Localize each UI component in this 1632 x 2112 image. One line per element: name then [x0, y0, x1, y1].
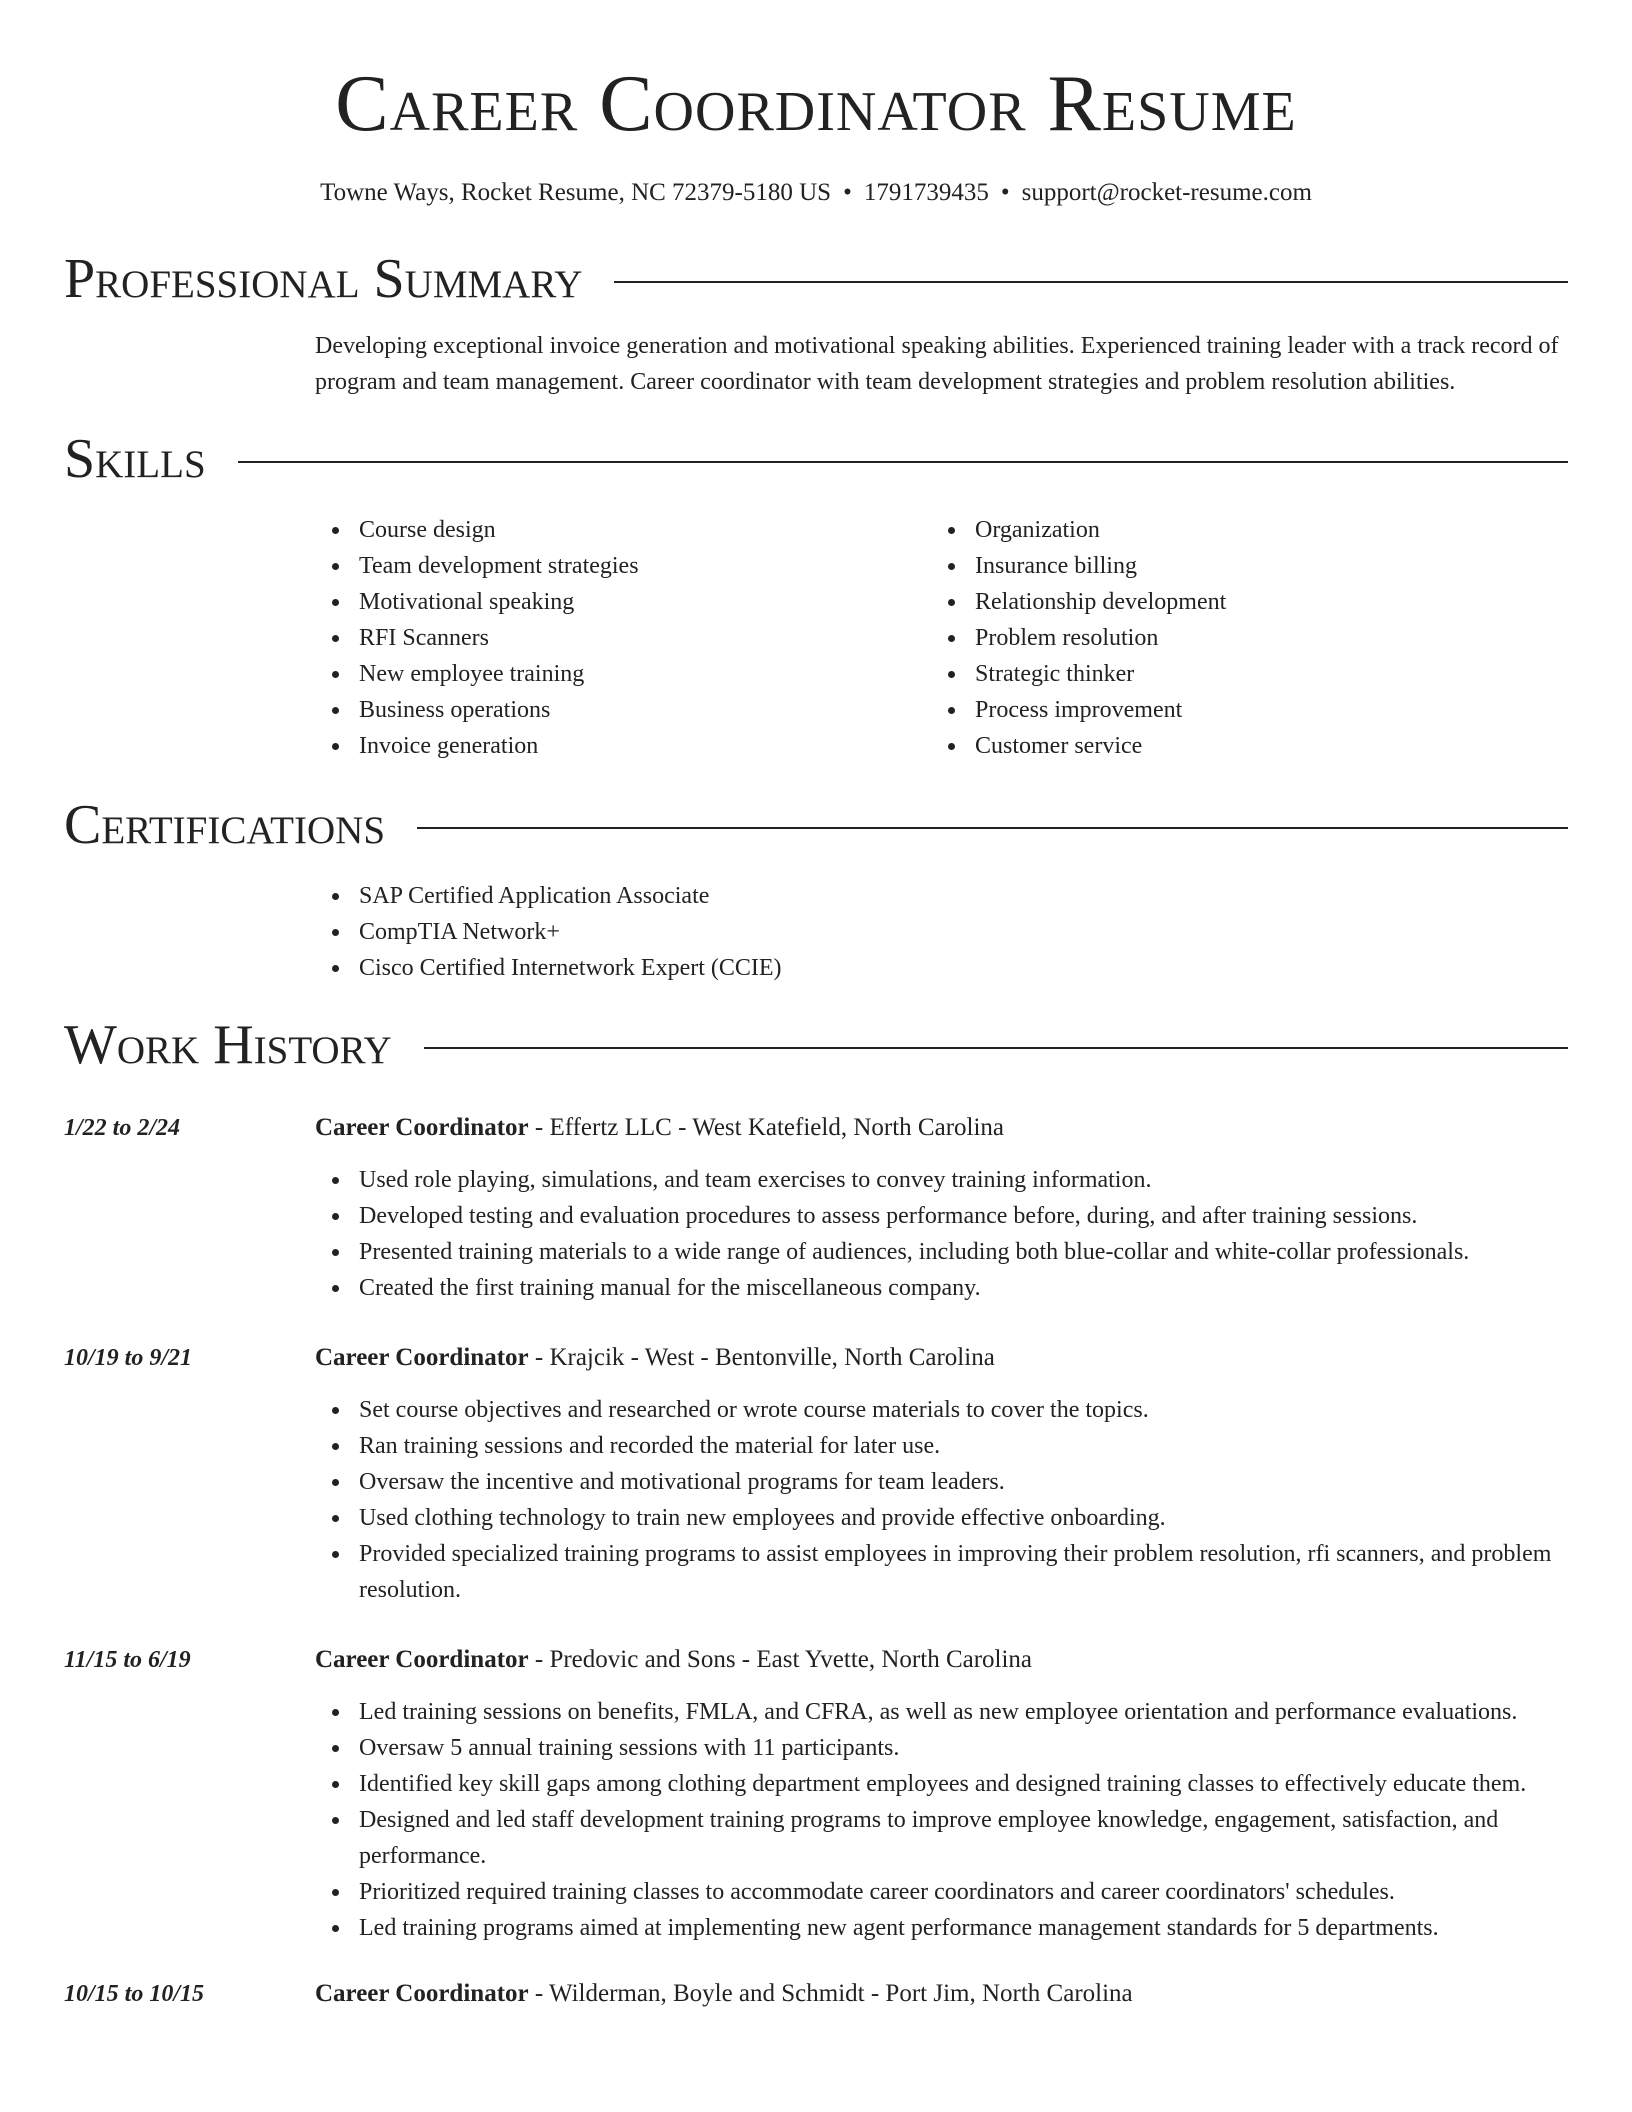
section-divider: [238, 461, 1568, 463]
contact-address: Towne Ways, Rocket Resume, NC 72379-5180 US: [320, 179, 832, 206]
skills-right-list: [931, 512, 1547, 764]
job-entry: [64, 1642, 1568, 1946]
job-bullet: Created the first training manual for the miscellaneous company.: [315, 1270, 1568, 1306]
job-bullet: Set course objectives and researched or wrote course materials to cover the topics.: [315, 1392, 1568, 1428]
job-entry: [64, 1340, 1568, 1608]
skill-item: Invoice generation: [315, 728, 931, 764]
job-bullet-list: [315, 1392, 1568, 1608]
skills-left-list: [315, 512, 931, 764]
skill-item: Customer service: [931, 728, 1547, 764]
contact-email: support@rocket-resume.com: [1021, 179, 1312, 206]
job-bullet: Led training sessions on benefits, FMLA, and CFRA, as well as new employee orientation and performance evaluations.: [315, 1694, 1568, 1730]
work-history-list: [64, 1110, 1568, 2012]
job-heading: [315, 1976, 1568, 2012]
skill-item: Problem resolution: [931, 620, 1547, 656]
section-header-skills: [64, 424, 1568, 494]
job-dates: 1/22 to 2/24: [64, 1115, 181, 1141]
job-bullet: Led training programs aimed at implementing new agent performance management standards for 5 departments.: [315, 1910, 1568, 1946]
job-employer-location: - Predovic and Sons - East Yvette, North Carolina: [528, 1646, 1033, 1673]
section-title-skills: Skills: [64, 428, 206, 490]
section-title-certifications: Certifications: [64, 794, 386, 856]
summary-block: [315, 328, 1568, 400]
job-title: Career Coordinator: [315, 1114, 529, 1141]
section-divider: [614, 281, 1568, 283]
job-body: [315, 1976, 1568, 2012]
job-heading: [315, 1340, 1568, 1376]
job-bullet: Used clothing technology to train new employees and provide effective onboarding.: [315, 1500, 1568, 1536]
job-bullet: Presented training materials to a wide range of audiences, including both blue-collar and white-collar professionals.: [315, 1234, 1568, 1270]
skill-item: Organization: [931, 512, 1547, 548]
skill-item: Course design: [315, 512, 931, 548]
job-dates: 10/19 to 9/21: [64, 1345, 193, 1371]
resume-title: Career Coordinator Resume: [335, 60, 1297, 148]
job-bullet: Identified key skill gaps among clothing department employees and designed training classes to effectively educate them.: [315, 1766, 1568, 1802]
job-bullet: Oversaw 5 annual training sessions with 11 participants.: [315, 1730, 1568, 1766]
skills-column-right: [931, 512, 1547, 764]
job-bullet: Ran training sessions and recorded the material for later use.: [315, 1428, 1568, 1464]
job-entry: [64, 1976, 1568, 2012]
section-title-summary: Professional Summary: [64, 248, 583, 310]
skill-item: Relationship development: [931, 584, 1547, 620]
job-body: [315, 1340, 1568, 1608]
job-bullet: Prioritized required training classes to accommodate career coordinators and career coordinators' schedules.: [315, 1874, 1568, 1910]
job-heading: [315, 1110, 1568, 1146]
job-body: [315, 1642, 1568, 1946]
skill-item: Business operations: [315, 692, 931, 728]
job-title: Career Coordinator: [315, 1344, 529, 1371]
job-title: Career Coordinator: [315, 1980, 529, 2007]
job-bullet-list: [315, 1694, 1568, 1946]
certifications-block: [315, 878, 1568, 986]
job-title: Career Coordinator: [315, 1646, 529, 1673]
contact-separator: •: [1000, 179, 1010, 206]
contact-line: [64, 176, 1568, 210]
skill-item: Team development strategies: [315, 548, 931, 584]
job-bullet: Provided specialized training programs to assist employees in improving their problem resolution, rfi scanners, and problem resolution.: [315, 1536, 1568, 1608]
skill-item: New employee training: [315, 656, 931, 692]
section-divider: [424, 1047, 1568, 1049]
job-body: [315, 1110, 1568, 1306]
section-title-work-history: Work History: [64, 1014, 392, 1076]
contact-separator: •: [843, 179, 852, 206]
skill-item: Motivational speaking: [315, 584, 931, 620]
section-divider: [417, 827, 1568, 829]
resume-page: [64, 0, 1568, 2012]
job-employer-location: - Wilderman, Boyle and Schmidt - Port Jim, North Carolina: [528, 1980, 1133, 2007]
certification-item: SAP Certified Application Associate: [315, 878, 1568, 914]
skills-column-left: [315, 512, 931, 764]
job-bullet-list: [315, 1162, 1568, 1306]
job-dates: 10/15 to 10/15: [64, 1981, 205, 2007]
skill-item: Strategic thinker: [931, 656, 1547, 692]
certification-item: CompTIA Network+: [315, 914, 1568, 950]
job-bullet: Oversaw the incentive and motivational programs for team leaders.: [315, 1464, 1568, 1500]
job-bullet: Developed testing and evaluation procedures to assess performance before, during, and after training sessions.: [315, 1198, 1568, 1234]
section-header-work-history: [64, 1010, 1568, 1080]
job-dates: 11/15 to 6/19: [64, 1647, 191, 1673]
section-header-summary: [64, 244, 1568, 314]
job-bullet: Designed and led staff development training programs to improve employee knowledge, engagement, satisfaction, and performance.: [315, 1802, 1568, 1874]
job-heading: [315, 1642, 1568, 1678]
skill-item: RFI Scanners: [315, 620, 931, 656]
skills-list: [315, 512, 1568, 764]
section-header-certifications: [64, 790, 1568, 860]
skill-item: Process improvement: [931, 692, 1547, 728]
summary-text: Developing exceptional invoice generation and motivational speaking abilities. Experienced training leader with a track record of program and team management. Career coordinator with team development strategies and problem resolution abilities.: [315, 333, 1559, 395]
job-entry: [64, 1110, 1568, 1306]
contact-phone: 1791739435: [863, 179, 989, 206]
job-bullet: Used role playing, simulations, and team exercises to convey training information.: [315, 1162, 1568, 1198]
certifications-list: [315, 878, 1568, 986]
skill-item: Insurance billing: [931, 548, 1547, 584]
job-employer-location: - Krajcik - West - Bentonville, North Carolina: [528, 1344, 995, 1371]
certification-item: Cisco Certified Internetwork Expert (CCIE): [315, 950, 1568, 986]
job-employer-location: - Effertz LLC - West Katefield, North Carolina: [528, 1114, 1005, 1141]
